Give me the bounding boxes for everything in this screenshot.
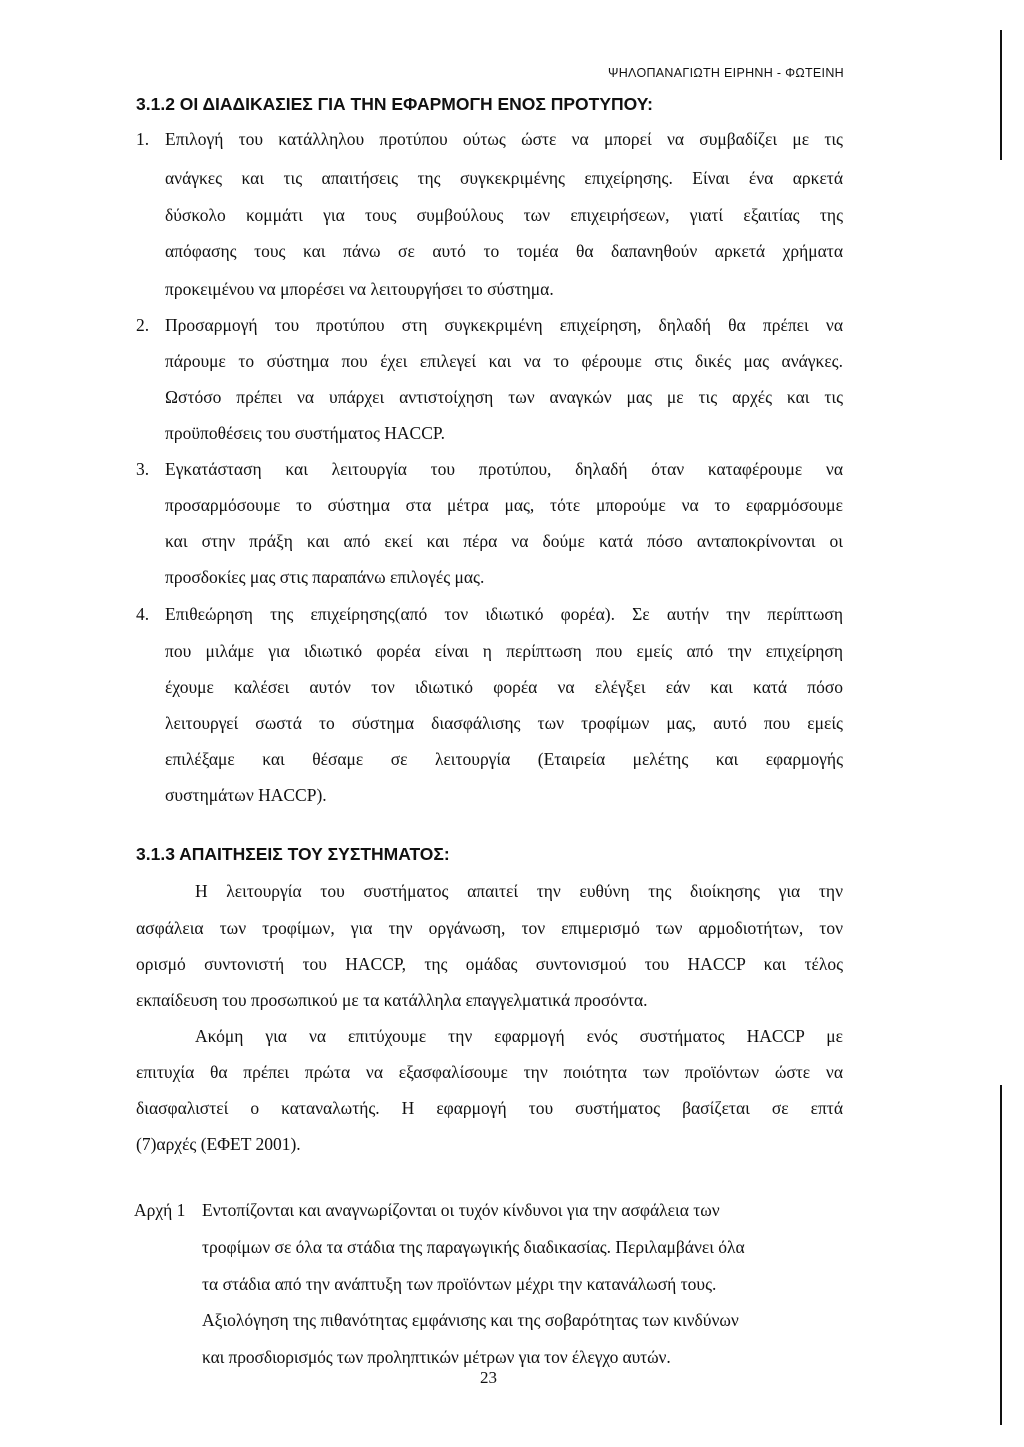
para-1-line: ασφάλεια των τροφίμων, για την οργάνωση, τον επιμερισμό των αρμοδιοτήτων, τον (136, 918, 843, 938)
scan-edge-line-top (1000, 30, 1002, 160)
principle-first-line: Εντοπίζονται και αναγνωρίζονται οι τυχόν κίνδυνοι για την ασφάλεια των (202, 1200, 720, 1220)
item-1-line: δύσκολο κομμάτι για τους συμβούλους των επιχειρήσεων, γιατί εξαιτίας της (165, 205, 843, 225)
principle-line: και προσδιορισμός των προληπτικών μέτρων για τον έλεγχο αυτών. (202, 1347, 671, 1367)
item-2-line: Ωστόσο πρέπει να υπάρχει αντιστοίχηση των αναγκών μας με τις αρχές και τις (165, 387, 843, 407)
item-2-line: προϋποθέσεις του συστήματος HACCP. (165, 423, 446, 443)
principle-line: τροφίμων σε όλα τα στάδια της παραγωγικής διαδικασίας. Περιλαμβάνει όλα (202, 1237, 745, 1257)
principle-line: τα στάδια από την ανάπτυξη των προϊόντων μέχρι την κατανάλωσή τους. (202, 1274, 717, 1294)
item-4-line: επιλέξαμε και θέσαμε σε λειτουργία (Εταιρεία μελέτης και εφαρμογής (165, 749, 843, 769)
item-2-line: πάρουμε το σύστημα που έχει επιλεγεί και να το φέρουμε στις δικές μας ανάγκες. (165, 351, 843, 371)
para-2-line: (7)αρχές (ΕΦΕΤ 2001). (136, 1134, 301, 1154)
item-1-line: Επιλογή του κατάλληλου προτύπου ούτως ώστε να μπορεί να συμβαδίζει με τις (165, 129, 843, 149)
item-3-line: προσαρμόσουμε το σύστημα στα μέτρα μας, τότε μπορούμε να το εφαρμόσουμε (165, 495, 843, 515)
item-number: 2. (136, 315, 150, 335)
page-number: 23 (480, 1368, 497, 1387)
item-1-line: προκειμένου να μπορέσει να λειτουργήσει το σύστημα. (165, 279, 554, 299)
item-1-line: απόφασης τους και πάνω σε αυτό το τομέα θα δαπανηθούν αρκετά χρήματα (165, 241, 843, 261)
item-number: 4. (136, 604, 150, 624)
running-header: ΨΗΛΟΠΑΝΑΓΙΩΤΗ ΕΙΡΗΝΗ - ΦΩΤΕΙΝΗ (607, 66, 844, 80)
item-number: 1. (136, 129, 150, 149)
item-3-line: και στην πράξη και από εκεί και πέρα να δούμε κατά πόσο ανταποκρίνονται οι (165, 531, 843, 551)
section-heading-3-1-3: 3.1.3 ΑΠΑΙΤΗΣΕΙΣ ΤΟΥ ΣΥΣΤΗΜΑΤΟΣ: (136, 844, 450, 864)
para-2-line: Ακόμη για να επιτύχουμε την εφαρμογή ενός συστήματος HACCP με (195, 1026, 843, 1046)
para-2-line: επιτυχία θα πρέπει πρώτα να εξασφαλίσουμε την ποιότητα των προϊόντων ώστε να (136, 1062, 843, 1082)
item-2-line: Προσαρμογή του προτύπου στη συγκεκριμένη επιχείρηση, δηλαδή θα πρέπει να (165, 315, 843, 335)
item-number: 3. (136, 459, 150, 479)
principle-label: Αρχή 1 (134, 1200, 186, 1220)
item-4-line: λειτουργεί σωστά το σύστημα διασφάλισης των τροφίμων μας, αυτό που εμείς (165, 713, 843, 733)
principle-line: Αξιολόγηση της πιθανότητας εμφάνισης και της σοβαρότητας των κινδύνων (202, 1310, 739, 1330)
item-1-line: ανάγκες και τις απαιτήσεις της συγκεκριμένης επιχείρησης. Είναι ένα αρκετά (165, 168, 843, 188)
para-1-line: Η λειτουργία του συστήματος απαιτεί την ευθύνη της διοίκησης για την (195, 881, 843, 901)
item-3-line: προσδοκίες μας στις παραπάνω επιλογές μας. (165, 567, 485, 587)
para-1-line: εκπαίδευση του προσωπικού με τα κατάλληλα επαγγελματικά προσόντα. (136, 990, 648, 1010)
item-4-line: που μιλάμε για ιδιωτικό φορέα είναι η περίπτωση που εμείς από την επιχείρηση (165, 641, 843, 661)
item-3-line: Εγκατάσταση και λειτουργία του προτύπου, δηλαδή όταν καταφέρουμε να (165, 459, 843, 479)
section-heading-3-1-2: 3.1.2 ΟΙ ΔΙΑΔΙΚΑΣΙΕΣ ΓΙΑ ΤΗΝ ΕΦΑΡΜΟΓΗ ΕΝΟΣ ΠΡΟΤΥΠΟΥ: (136, 94, 653, 114)
para-2-line: διασφαλιστεί ο καταναλωτής. Η εφαρμογή του συστήματος βασίζεται σε επτά (136, 1098, 843, 1118)
item-4-line: συστημάτων HACCP). (165, 785, 327, 805)
scan-edge-line-bottom (1000, 1085, 1002, 1425)
item-4-line: έχουμε καλέσει αυτόν τον ιδιωτικό φορέα να ελέγξει εάν και κατά πόσο (165, 677, 843, 697)
para-1-line: ορισμό συντονιστή του HACCP, της ομάδας συντονισμού του HACCP και τέλος (136, 954, 843, 974)
item-4-line: Επιθεώρηση της επιχείρησης(από τον ιδιωτικό φορέα). Σε αυτήν την περίπτωση (165, 604, 843, 624)
